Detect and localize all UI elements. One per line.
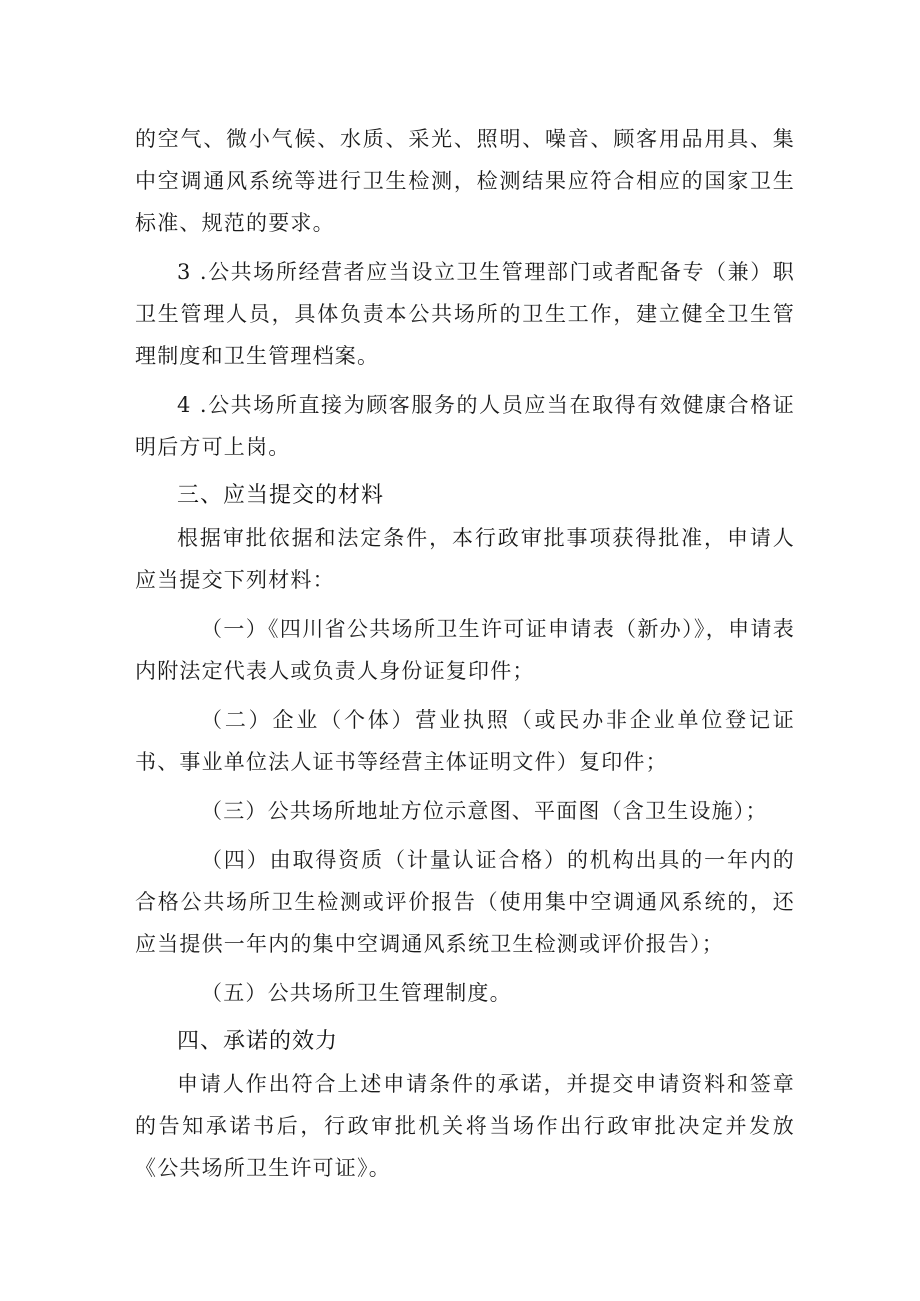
section-heading-commitment: 四、承诺的效力 [177,1029,339,1054]
material-item-2: （二）企业（个体）营业执照（或民办非企业单位登记证书、事业单位法人证书等经营主体证明文件）复印件； [135,708,795,774]
paragraph-item-3: 3 .公共场所经营者应当设立卫生管理部门或者配备专（兼）职卫生管理人员，具体负责本公共场所的卫生工作，建立健全卫生管理制度和卫生管理档案。 [135,260,795,368]
section-heading-materials: 三、应当提交的材料 [177,483,385,508]
paragraph-hygiene-testing: 的空气、微小气候、水质、采光、照明、噪音、顾客用品用具、集中空调通风系统等进行卫生检测，检测结果应符合相应的国家卫生标准、规范的要求。 [135,127,795,235]
material-item-3: （三）公共场所地址方位示意图、平面图（含卫生设施）； [201,799,768,823]
paragraph-item-4: 4 .公共场所直接为顾客服务的人员应当在取得有效健康合格证明后方可上岗。 [135,393,795,459]
paragraph-materials-intro: 根据审批依据和法定条件，本行政审批事项获得批准，申请人应当提交下列材料： [135,526,795,592]
material-item-5: （五）公共场所卫生管理制度。 [201,981,512,1005]
paragraph-commitment-effect: 申请人作出符合上述申请条件的承诺，并提交申请资料和签章的告知承诺书后，行政审批机关将当场作出行政审批决定并发放《公共场所卫生许可证》。 [135,1072,795,1180]
document-body [135,118,795,1189]
material-item-4: （四）由取得资质（计量认证合格）的机构出具的一年内的合格公共场所卫生检测或评价报告（使用集中空调通风系统的，还应当提供一年内的集中空调通风系统卫生检测或评价报告）； [135,848,795,956]
material-item-1: （一）《四川省公共场所卫生许可证申请表（新办）》，申请表内附法定代表人或负责人身份证复印件； [135,617,795,683]
